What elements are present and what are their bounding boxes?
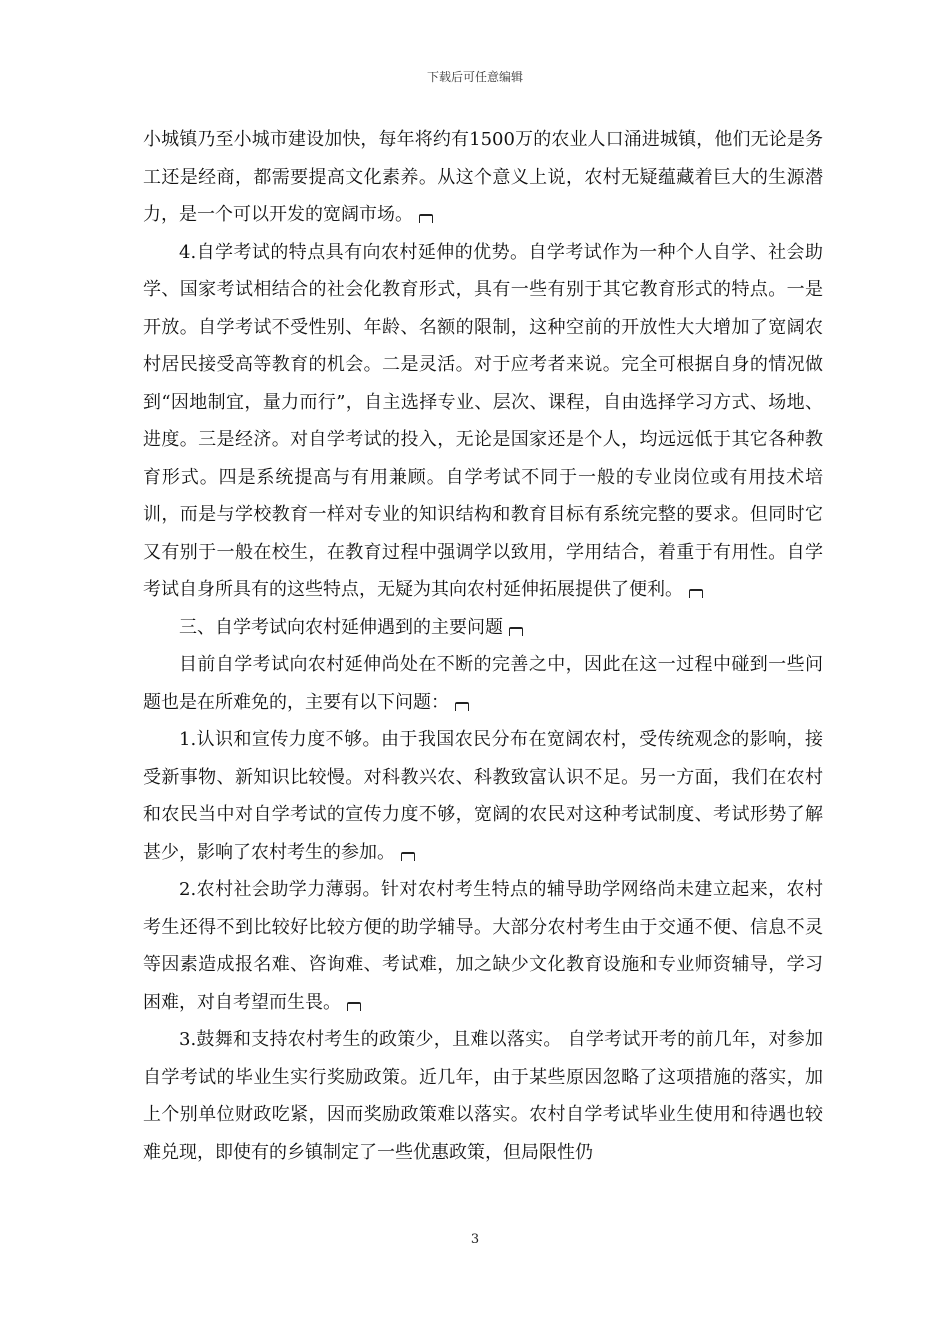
paragraph-text: 2.农村社会助学力薄弱。针对农村考生特点的辅导助学网络尚未建立起来，农村考生还得不到比较好比较方便的助学辅导。大部分农村考生由于交通不便、信息不灵等因素造成报名难、咨询难、考试难，加之缺少文化教育设施和专业师资辅导，学习困难，对自考望而生畏。 [143,879,823,1013]
paragraph-intro [143,646,823,721]
paragraph-point-4 [143,234,823,609]
section-heading-3 [143,609,823,647]
paragraph-issue-3 [143,1021,823,1171]
paragraph-mark-icon [419,214,433,223]
paragraph-text: 1.认识和宣传力度不够。由于我国农民分布在宽阔农村，受传统观念的影响，接受新事物、新知识比较慢。对科教兴农、科教致富认识不足。另一方面，我们在农村和农民当中对自学考试的宣传力度不够，宽阔的农民对这种考试制度、考试形势了解甚少，影响了农村考生的参加。 [143,729,823,863]
paragraph-mark-icon [347,1002,361,1011]
page-footer [0,1232,950,1247]
paragraph-mark-icon [509,627,523,636]
paragraph-text: 目前自学考试向农村延伸尚处在不断的完善之中，因此在这一过程中碰到一些问题也是在所难免的，主要有以下问题： [143,654,823,713]
paragraph-text: 小城镇乃至小城市建设加快，每年将约有1500万的农业人口涌进城镇，他们无论是务工还是经商，都需要提高文化素养。从这个意义上说，农村无疑蕴藏着巨大的生源潜力，是一个可以开发的宽阔市场。 [143,129,823,225]
paragraph-continuation [143,121,823,234]
heading-text: 三、自学考试向农村延伸遇到的主要问题 [179,616,503,638]
paragraph-text: 4.自学考试的特点具有向农村延伸的优势。自学考试作为一种个人自学、社会助学、国家考试相结合的社会化教育形式，具有一些有别于其它教育形式的特点。一是开放。自学考试不受性别、年龄、名额的限制，这种空前的开放性大大增加了宽阔农村居民接受高等教育的机会。二是灵活。对于应考者来说。完全可根据自身的情况做到“因地制宜，量力而行”，自主选择专业、层次、课程，自由选择学习方式、场地、进度。三是经济。对自学考试的投入，无论是国家还是个人，均远远低于其它各种教育形式。四是系统提高与有用兼顾。自学考试不同于一般的专业岗位或有用技术培训，而是与学校教育一样对专业的知识结构和教育目标有系统完整的要求。但同时它又有别于一般在校生，在教育过程中强调学以致用，学用结合，着重于有用性。自学考试自身所具有的这些特点，无疑为其向农村延伸拓展提供了便利。 [143,241,823,600]
page-header [0,68,950,85]
paragraph-mark-icon [689,589,703,598]
header-text: 下载后可任意编辑 [426,70,523,84]
paragraph-issue-1 [143,721,823,871]
document-body [143,121,823,1171]
paragraph-issue-2 [143,871,823,1021]
paragraph-mark-icon [401,852,415,861]
page-number: 3 [470,1232,480,1247]
paragraph-text: 3.鼓舞和支持农村考生的政策少，且难以落实。 自学考试开考的前几年，对参加自学考试的毕业生实行奖励政策。近几年，由于某些原因忽略了这项措施的落实，加上个别单位财政吃紧，因而奖励政策难以落实。农村自学考试毕业生使用和待遇也较难兑现，即使有的乡镇制定了一些优惠政策，但局限性仍 [143,1029,823,1163]
paragraph-mark-icon [455,702,469,711]
